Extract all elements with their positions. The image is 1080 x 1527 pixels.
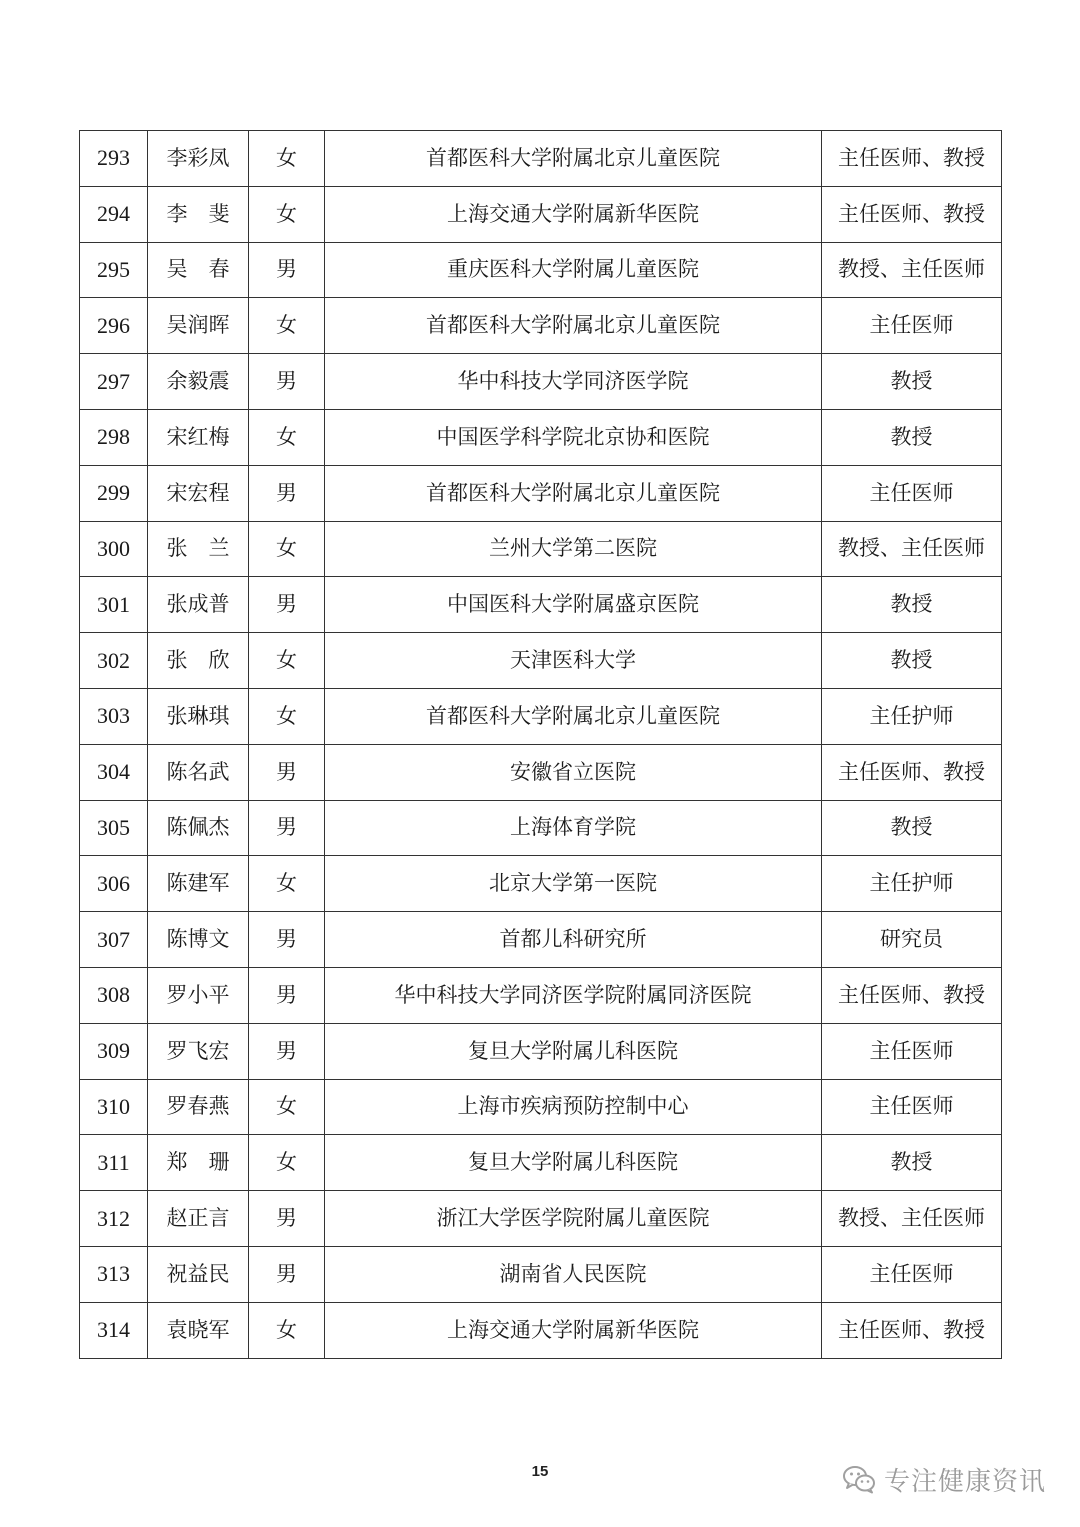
- cell-name: 吴 春: [148, 242, 249, 298]
- expert-list-table: [79, 130, 1002, 1359]
- cell-gender: 男: [249, 465, 325, 521]
- cell-institution: 华中科技大学同济医学院附属同济医院: [325, 967, 822, 1023]
- cell-gender: 女: [249, 186, 325, 242]
- cell-title: 主任医师: [822, 1079, 1002, 1135]
- cell-name: 李 斐: [148, 186, 249, 242]
- cell-number: 311: [80, 1135, 148, 1191]
- page-number: 15: [531, 1463, 549, 1480]
- cell-number: 310: [80, 1079, 148, 1135]
- cell-number: 303: [80, 688, 148, 744]
- watermark: [842, 1459, 1046, 1499]
- cell-gender: 女: [249, 521, 325, 577]
- cell-title: 教授: [822, 354, 1002, 410]
- cell-name: 陈博文: [148, 912, 249, 968]
- cell-title: 主任医师、教授: [822, 131, 1002, 187]
- cell-gender: 男: [249, 242, 325, 298]
- cell-name: 张 兰: [148, 521, 249, 577]
- cell-gender: 男: [249, 354, 325, 410]
- cell-gender: 女: [249, 131, 325, 187]
- cell-number: 293: [80, 131, 148, 187]
- cell-name: 张成普: [148, 577, 249, 633]
- cell-name: 余毅震: [148, 354, 249, 410]
- cell-number: 305: [80, 800, 148, 856]
- table-row: [80, 186, 1002, 242]
- cell-institution: 首都医科大学附属北京儿童医院: [325, 298, 822, 354]
- cell-name: 罗小平: [148, 967, 249, 1023]
- cell-institution: 首都医科大学附属北京儿童医院: [325, 688, 822, 744]
- cell-title: 教授、主任医师: [822, 521, 1002, 577]
- table-row: [80, 298, 1002, 354]
- table-row: [80, 577, 1002, 633]
- cell-name: 陈佩杰: [148, 800, 249, 856]
- cell-gender: 女: [249, 298, 325, 354]
- cell-institution: 中国医科大学附属盛京医院: [325, 577, 822, 633]
- cell-gender: 男: [249, 1246, 325, 1302]
- cell-number: 300: [80, 521, 148, 577]
- cell-institution: 兰州大学第二医院: [325, 521, 822, 577]
- cell-title: 主任医师: [822, 298, 1002, 354]
- cell-title: 教授: [822, 409, 1002, 465]
- cell-gender: 男: [249, 800, 325, 856]
- cell-number: 301: [80, 577, 148, 633]
- cell-title: 主任医师: [822, 1246, 1002, 1302]
- cell-number: 314: [80, 1302, 148, 1358]
- cell-name: 宋宏程: [148, 465, 249, 521]
- cell-number: 296: [80, 298, 148, 354]
- cell-institution: 浙江大学医学院附属儿童医院: [325, 1191, 822, 1247]
- cell-name: 吴润晖: [148, 298, 249, 354]
- cell-institution: 复旦大学附属儿科医院: [325, 1135, 822, 1191]
- cell-institution: 中国医学科学院北京协和医院: [325, 409, 822, 465]
- cell-number: 302: [80, 633, 148, 689]
- cell-gender: 女: [249, 1302, 325, 1358]
- cell-gender: 男: [249, 912, 325, 968]
- cell-gender: 女: [249, 633, 325, 689]
- cell-number: 295: [80, 242, 148, 298]
- cell-institution: 天津医科大学: [325, 633, 822, 689]
- cell-institution: 湖南省人民医院: [325, 1246, 822, 1302]
- cell-title: 研究员: [822, 912, 1002, 968]
- cell-title: 教授、主任医师: [822, 1191, 1002, 1247]
- cell-number: 313: [80, 1246, 148, 1302]
- table-body: [80, 131, 1002, 1359]
- table-row: [80, 131, 1002, 187]
- cell-number: 304: [80, 744, 148, 800]
- cell-title: 主任医师: [822, 465, 1002, 521]
- cell-institution: 首都医科大学附属北京儿童医院: [325, 465, 822, 521]
- cell-institution: 安徽省立医院: [325, 744, 822, 800]
- cell-name: 罗飞宏: [148, 1023, 249, 1079]
- cell-institution: 首都医科大学附属北京儿童医院: [325, 131, 822, 187]
- cell-name: 张 欣: [148, 633, 249, 689]
- cell-institution: 上海体育学院: [325, 800, 822, 856]
- cell-title: 主任医师、教授: [822, 1302, 1002, 1358]
- watermark-text: 专注健康资讯: [883, 1466, 1046, 1497]
- cell-institution: 华中科技大学同济医学院: [325, 354, 822, 410]
- cell-gender: 男: [249, 1191, 325, 1247]
- cell-number: 306: [80, 856, 148, 912]
- cell-gender: 女: [249, 1079, 325, 1135]
- cell-name: 李彩凤: [148, 131, 249, 187]
- table-row: [80, 1135, 1002, 1191]
- cell-gender: 女: [249, 688, 325, 744]
- cell-institution: 首都儿科研究所: [325, 912, 822, 968]
- table-row: [80, 1191, 1002, 1247]
- cell-title: 主任医师、教授: [822, 744, 1002, 800]
- cell-name: 赵正言: [148, 1191, 249, 1247]
- cell-number: 299: [80, 465, 148, 521]
- cell-gender: 女: [249, 1135, 325, 1191]
- cell-gender: 男: [249, 744, 325, 800]
- cell-institution: 上海市疾病预防控制中心: [325, 1079, 822, 1135]
- wechat-icon: [842, 1464, 876, 1494]
- cell-title: 主任医师、教授: [822, 967, 1002, 1023]
- cell-gender: 男: [249, 1023, 325, 1079]
- cell-name: 张琳琪: [148, 688, 249, 744]
- cell-gender: 女: [249, 409, 325, 465]
- cell-title: 主任医师: [822, 1023, 1002, 1079]
- cell-number: 307: [80, 912, 148, 968]
- cell-institution: 北京大学第一医院: [325, 856, 822, 912]
- table-row: [80, 465, 1002, 521]
- cell-gender: 男: [249, 577, 325, 633]
- cell-name: 祝益民: [148, 1246, 249, 1302]
- cell-name: 陈名武: [148, 744, 249, 800]
- table-row: [80, 744, 1002, 800]
- cell-title: 教授: [822, 633, 1002, 689]
- cell-institution: 上海交通大学附属新华医院: [325, 186, 822, 242]
- cell-title: 教授: [822, 800, 1002, 856]
- cell-gender: 男: [249, 967, 325, 1023]
- table-row: [80, 521, 1002, 577]
- cell-title: 教授、主任医师: [822, 242, 1002, 298]
- table-row: [80, 1302, 1002, 1358]
- cell-title: 教授: [822, 1135, 1002, 1191]
- table-row: [80, 967, 1002, 1023]
- table-row: [80, 800, 1002, 856]
- cell-name: 袁晓军: [148, 1302, 249, 1358]
- cell-number: 309: [80, 1023, 148, 1079]
- table-row: [80, 1246, 1002, 1302]
- table-row: [80, 242, 1002, 298]
- cell-title: 主任医师、教授: [822, 186, 1002, 242]
- cell-institution: 重庆医科大学附属儿童医院: [325, 242, 822, 298]
- table-row: [80, 409, 1002, 465]
- cell-title: 教授: [822, 577, 1002, 633]
- cell-number: 294: [80, 186, 148, 242]
- cell-name: 陈建军: [148, 856, 249, 912]
- cell-number: 312: [80, 1191, 148, 1247]
- table-row: [80, 856, 1002, 912]
- cell-institution: 复旦大学附属儿科医院: [325, 1023, 822, 1079]
- cell-title: 主任护师: [822, 856, 1002, 912]
- cell-number: 297: [80, 354, 148, 410]
- table-row: [80, 1079, 1002, 1135]
- table-row: [80, 354, 1002, 410]
- cell-number: 298: [80, 409, 148, 465]
- cell-title: 主任护师: [822, 688, 1002, 744]
- cell-gender: 女: [249, 856, 325, 912]
- cell-name: 宋红梅: [148, 409, 249, 465]
- table-row: [80, 1023, 1002, 1079]
- cell-name: 郑 珊: [148, 1135, 249, 1191]
- cell-number: 308: [80, 967, 148, 1023]
- table-row: [80, 688, 1002, 744]
- cell-name: 罗春燕: [148, 1079, 249, 1135]
- cell-institution: 上海交通大学附属新华医院: [325, 1302, 822, 1358]
- table-row: [80, 912, 1002, 968]
- table-row: [80, 633, 1002, 689]
